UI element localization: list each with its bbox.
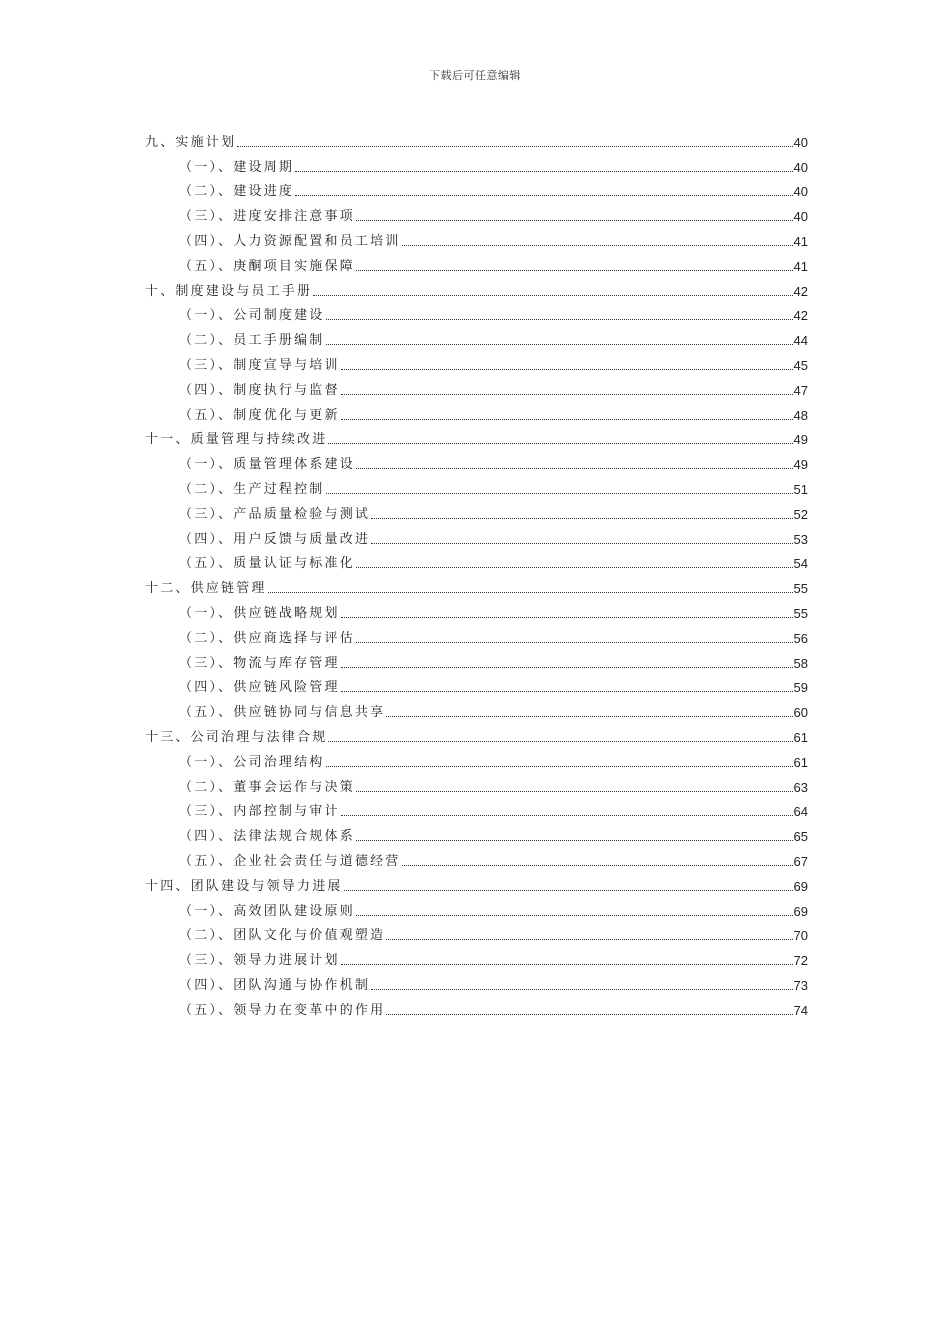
toc-page-number: 49 xyxy=(793,432,808,448)
toc-dot-leader xyxy=(356,220,793,221)
toc-entry-title: （五）、供应链协同与信息共享 xyxy=(179,705,386,721)
toc-entry-title: （三）、进度安排注意事项 xyxy=(179,209,355,225)
toc-section-entry[interactable] xyxy=(145,796,808,821)
toc-page-number: 63 xyxy=(793,779,808,795)
toc-section-entry[interactable] xyxy=(145,250,808,275)
toc-section-entry[interactable] xyxy=(145,300,808,325)
toc-page-number: 44 xyxy=(793,333,808,349)
toc-entry-title: （四）、制度执行与监督 xyxy=(179,382,340,398)
toc-dot-leader xyxy=(356,915,793,916)
toc-entry-title: （四）、人力资源配置和员工培训 xyxy=(179,233,401,249)
toc-page-number: 41 xyxy=(793,233,808,249)
toc-entry-title: （二）、供应商选择与评估 xyxy=(179,630,355,646)
toc-entry-title: （四）、用户反馈与质量改进 xyxy=(179,531,371,547)
toc-entry-title: 十、制度建设与员工手册 xyxy=(145,283,313,299)
toc-entry-title: 十三、公司治理与法律合规 xyxy=(145,729,328,745)
toc-section-entry[interactable] xyxy=(145,969,808,994)
toc-entry-title: （三）、内部控制与审计 xyxy=(179,804,340,820)
toc-entry-title: （一）、公司制度建设 xyxy=(179,308,325,324)
toc-page-number: 56 xyxy=(793,630,808,646)
toc-section-entry[interactable] xyxy=(145,994,808,1019)
toc-entry-title: 九、实施计划 xyxy=(145,134,237,150)
toc-entry-title: 十四、团队建设与领导力进展 xyxy=(145,878,343,894)
toc-page-number: 54 xyxy=(793,556,808,572)
toc-entry-title: （一）、供应链战略规划 xyxy=(179,605,340,621)
toc-page-number: 61 xyxy=(793,729,808,745)
toc-dot-leader xyxy=(386,716,792,717)
toc-entry-title: （五）、领导力在变革中的作用 xyxy=(179,1002,386,1018)
toc-section-entry[interactable] xyxy=(145,820,808,845)
toc-page-number: 73 xyxy=(793,977,808,993)
toc-page-number: 60 xyxy=(793,705,808,721)
toc-dot-leader xyxy=(313,295,792,296)
toc-entry-title: （三）、制度宣导与培训 xyxy=(179,357,340,373)
table-of-contents xyxy=(145,126,808,1019)
toc-page-number: 49 xyxy=(793,457,808,473)
toc-dot-leader xyxy=(295,171,792,172)
toc-chapter-entry[interactable] xyxy=(145,275,808,300)
toc-dot-leader xyxy=(356,270,793,271)
toc-page-number: 48 xyxy=(793,407,808,423)
toc-entry-title: （三）、物流与库存管理 xyxy=(179,655,340,671)
toc-section-entry[interactable] xyxy=(145,920,808,945)
toc-page-number: 67 xyxy=(793,853,808,869)
toc-entry-title: （一）、质量管理体系建设 xyxy=(179,457,355,473)
toc-entry-title: （一）、建设周期 xyxy=(179,159,295,175)
toc-section-entry[interactable] xyxy=(145,349,808,374)
toc-dot-leader xyxy=(341,815,793,816)
toc-section-entry[interactable] xyxy=(145,399,808,424)
toc-page-number: 55 xyxy=(793,605,808,621)
toc-dot-leader xyxy=(237,146,792,147)
toc-dot-leader xyxy=(386,939,792,940)
toc-dot-leader xyxy=(326,319,793,320)
toc-entry-title: （一）、公司治理结构 xyxy=(179,754,325,770)
toc-section-entry[interactable] xyxy=(145,647,808,672)
toc-entry-title: 十一、质量管理与持续改进 xyxy=(145,432,328,448)
toc-page-number: 74 xyxy=(793,1002,808,1018)
toc-page-number: 69 xyxy=(793,878,808,894)
toc-entry-title: （四）、法律法规合规体系 xyxy=(179,829,355,845)
toc-entry-title: 十二、供应链管理 xyxy=(145,581,267,597)
page-header: 下载后可任意编辑 xyxy=(429,69,521,82)
toc-page-number: 41 xyxy=(793,258,808,274)
toc-dot-leader xyxy=(341,964,793,965)
toc-dot-leader xyxy=(341,691,793,692)
toc-section-entry[interactable] xyxy=(145,523,808,548)
toc-section-entry[interactable] xyxy=(145,771,808,796)
toc-entry-title: （二）、员工手册编制 xyxy=(179,333,325,349)
toc-section-entry[interactable] xyxy=(145,548,808,573)
toc-section-entry[interactable] xyxy=(145,597,808,622)
toc-entry-title: （五）、企业社会责任与道德经营 xyxy=(179,853,401,869)
toc-entry-title: （一）、高效团队建设原则 xyxy=(179,903,355,919)
toc-section-entry[interactable] xyxy=(145,448,808,473)
toc-entry-title: （二）、团队文化与价值观塑造 xyxy=(179,928,386,944)
toc-page-number: 47 xyxy=(793,382,808,398)
toc-dot-leader xyxy=(356,840,793,841)
toc-dot-leader xyxy=(328,741,792,742)
toc-page-number: 53 xyxy=(793,531,808,547)
toc-page-number: 40 xyxy=(793,134,808,150)
toc-section-entry[interactable] xyxy=(145,746,808,771)
toc-dot-leader xyxy=(356,468,793,469)
toc-chapter-entry[interactable] xyxy=(145,572,808,597)
toc-page-number: 58 xyxy=(793,655,808,671)
toc-entry-title: （五）、质量认证与标准化 xyxy=(179,556,355,572)
toc-page-number: 72 xyxy=(793,953,808,969)
toc-section-entry[interactable] xyxy=(145,151,808,176)
toc-page-number: 61 xyxy=(793,754,808,770)
toc-dot-leader xyxy=(326,766,793,767)
toc-section-entry[interactable] xyxy=(145,225,808,250)
toc-entry-title: （三）、产品质量检验与测试 xyxy=(179,506,371,522)
toc-section-entry[interactable] xyxy=(145,944,808,969)
toc-entry-title: （二）、建设进度 xyxy=(179,184,295,200)
toc-section-entry[interactable] xyxy=(145,696,808,721)
toc-page-number: 70 xyxy=(793,928,808,944)
toc-dot-leader xyxy=(268,592,793,593)
toc-chapter-entry[interactable] xyxy=(145,721,808,746)
toc-page-number: 59 xyxy=(793,680,808,696)
toc-section-entry[interactable] xyxy=(145,895,808,920)
toc-entry-title: （四）、供应链风险管理 xyxy=(179,680,340,696)
toc-chapter-entry[interactable] xyxy=(145,126,808,151)
toc-entry-title: （四）、团队沟通与协作机制 xyxy=(179,977,371,993)
toc-page-number: 40 xyxy=(793,159,808,175)
toc-section-entry[interactable] xyxy=(145,672,808,697)
toc-chapter-entry[interactable] xyxy=(145,870,808,895)
toc-dot-leader xyxy=(371,518,792,519)
toc-dot-leader xyxy=(341,419,793,420)
toc-page-number: 42 xyxy=(793,283,808,299)
toc-dot-leader xyxy=(326,344,793,345)
toc-dot-leader xyxy=(386,1014,792,1015)
toc-section-entry[interactable] xyxy=(145,622,808,647)
toc-page-number: 45 xyxy=(793,357,808,373)
toc-section-entry[interactable] xyxy=(145,200,808,225)
toc-page-number: 52 xyxy=(793,506,808,522)
toc-page-number: 65 xyxy=(793,829,808,845)
toc-dot-leader xyxy=(341,667,793,668)
toc-page-number: 64 xyxy=(793,804,808,820)
toc-entry-title: （二）、董事会运作与决策 xyxy=(179,779,355,795)
toc-dot-leader xyxy=(402,245,793,246)
toc-chapter-entry[interactable] xyxy=(145,424,808,449)
toc-dot-leader xyxy=(344,890,793,891)
toc-page-number: 51 xyxy=(793,481,808,497)
toc-section-entry[interactable] xyxy=(145,845,808,870)
toc-section-entry[interactable] xyxy=(145,176,808,201)
toc-dot-leader xyxy=(295,195,792,196)
toc-page-number: 40 xyxy=(793,184,808,200)
toc-entry-title: （五）、制度优化与更新 xyxy=(179,407,340,423)
toc-dot-leader xyxy=(402,865,793,866)
toc-dot-leader xyxy=(326,493,793,494)
toc-page-number: 40 xyxy=(793,209,808,225)
toc-page-number: 69 xyxy=(793,903,808,919)
toc-section-entry[interactable] xyxy=(145,374,808,399)
toc-dot-leader xyxy=(341,394,793,395)
toc-entry-title: （二）、生产过程控制 xyxy=(179,481,325,497)
toc-dot-leader xyxy=(341,369,793,370)
toc-dot-leader xyxy=(341,617,793,618)
toc-page-number: 55 xyxy=(793,581,808,597)
toc-entry-title: （三）、领导力进展计划 xyxy=(179,953,340,969)
toc-dot-leader xyxy=(371,543,792,544)
toc-dot-leader xyxy=(356,791,793,792)
toc-section-entry[interactable] xyxy=(145,324,808,349)
toc-dot-leader xyxy=(356,567,793,568)
toc-page-number: 42 xyxy=(793,308,808,324)
toc-dot-leader xyxy=(328,443,792,444)
toc-dot-leader xyxy=(356,642,793,643)
toc-entry-title: （五）、庚酮项目实施保障 xyxy=(179,258,355,274)
toc-section-entry[interactable] xyxy=(145,498,808,523)
toc-dot-leader xyxy=(371,989,792,990)
toc-section-entry[interactable] xyxy=(145,473,808,498)
